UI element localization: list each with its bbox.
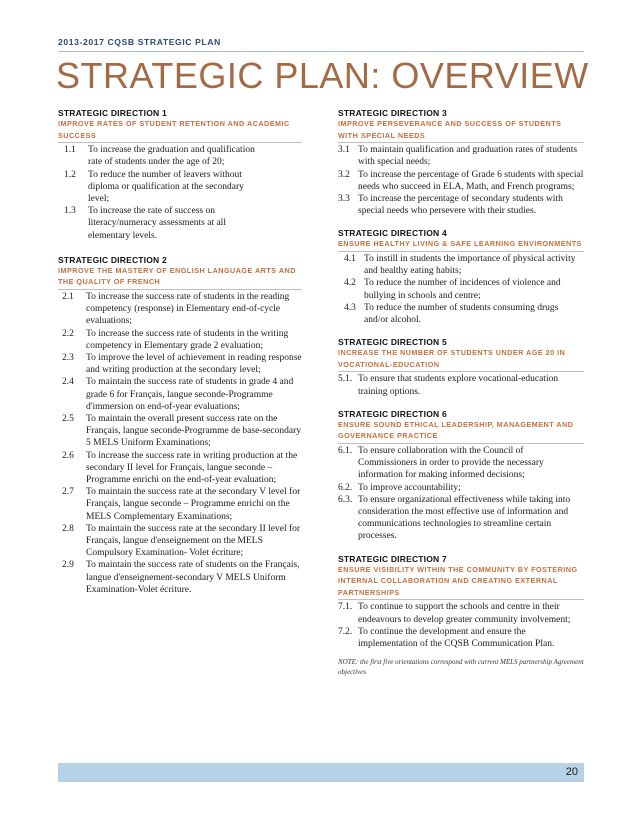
direction-6 (338, 409, 584, 543)
direction-label: STRATEGIC DIRECTION 3 (338, 108, 447, 118)
direction-subtitle: ENSURE SOUND ETHICAL LEADERSHIP, MANAGEMENT AND GOVERNANCE PRACTICE (338, 419, 584, 444)
list-item: 2.6 To increase the success rate in writing production at the secondary II level for Français, langue seconde – Programme enrichi on the end-of-year evaluation; (62, 450, 298, 486)
left-column (58, 108, 302, 607)
list-item: 3.1 To maintain qualification and graduation rates of students with special needs; (338, 145, 578, 168)
direction-label: STRATEGIC DIRECTION 7 (338, 553, 447, 564)
direction-label: STRATEGIC DIRECTION 2 (58, 254, 167, 265)
direction-subtitle: INCREASE THE NUMBER OF STUDENTS UNDER AGE 20 IN VOCATIONAL-EDUCATION (338, 347, 584, 372)
list-item: 1.1 To increase the graduation and qualification rate of students under the age of 20; (64, 145, 255, 168)
header-rule (58, 51, 584, 52)
page-number: 20 (565, 766, 578, 778)
page-title: STRATEGIC PLAN: OVERVIEW (56, 55, 589, 96)
right-column (338, 108, 584, 678)
list-item: 2.8 To maintain the success rate at the secondary II level for Français, langue d'enseignement on the MELS Compulsory Examination- Volet écriture; (62, 523, 301, 559)
list-item: 6.2. To improve accountability; (338, 482, 461, 493)
direction-subtitle: IMPROVE PERSEVERANCE AND SUCCESS OF STUDENTS WITH SPECIAL NEEDS (338, 118, 584, 143)
list-item: 2.3 To improve the level of achievement in reading response and writing production at the secondary level; (62, 353, 302, 376)
direction-label: STRATEGIC DIRECTION 6 (338, 408, 447, 419)
list-item: 7.2. To continue the development and ensure the implementation of the CQSB Communication Plan. (338, 626, 555, 650)
direction-subtitle: ENSURE HEALTHY LIVING & SAFE LEARNING ENVIRONMENTS (338, 238, 584, 252)
footnote: NOTE: the first five orientations correspond with current MELS partnership Agreement objectives (338, 658, 584, 677)
direction-subtitle: IMPROVE THE MASTERY OF ENGLISH LANGUAGE ARTS AND THE QUALITY OF FRENCH (58, 265, 302, 290)
direction-subtitle: IMPROVE RATES OF STUDENT RETENTION AND ACADEMIC SUCCESS (58, 118, 302, 143)
list-item: 2.5 To maintain the overall present success rate on the Français, langue seconde-Programme de base-secondary 5 MELS Uniform Examinations; (62, 414, 301, 449)
running-head: 2013-2017 CQSB STRATEGIC PLAN (58, 37, 221, 47)
direction-5 (338, 337, 584, 398)
list-item: 6.1. To ensure collaboration with the Council of Commissioners in order to provide the necessary information for making informed decisions; (338, 446, 544, 481)
direction-label: STRATEGIC DIRECTION 5 (338, 337, 447, 348)
list-item: 1.3 To increase the rate of success on literacy/numeracy assessments at all elementary levels. (64, 206, 226, 241)
direction-label: STRATEGIC DIRECTION 4 (338, 228, 447, 239)
list-item: 4.1 To instill in students the importance of physical activity and healthy eating habits; (344, 254, 576, 277)
list-item: 2.4 To maintain the success rate of students in grade 4 and grade 6 for Français, langue seconde-Programme d'immersion on end-of-year evaluations; (62, 377, 294, 412)
list-item: 2.7 To maintain the success rate at the secondary V level for Français, langue seconde – Programme enrichi on the MELS Complementary Examinations; (62, 487, 301, 522)
list-item: 4.3 To reduce the number of students consuming drugs and/or alcohol. (344, 302, 559, 326)
direction-7 (338, 554, 584, 651)
footer-bar (58, 763, 584, 782)
list-item: 5.1. To ensure that students explore vocational-education training options. (338, 374, 559, 397)
list-item: 2.2 To increase the success rate of students in the writing competency in Elementary grade 2 evaluation; (62, 328, 289, 351)
list-item: 4.2 To reduce the number of incidences of violence and bullying in schools and centre; (344, 278, 561, 301)
list-item: 2.9 To maintain the success rate of students on the Français, langue d'enseignement-secondary V MELS Uniform Examination-Volet écriture. (62, 560, 300, 595)
list-item: 3.2 To increase the percentage of Grade 6 students with special needs who succeed in ELA, Math, and French programs; (338, 169, 584, 192)
direction-1 (58, 108, 302, 242)
list-item: 7.1. To continue to support the schools and centre in their endeavours to develop greater community involvement; (338, 602, 571, 625)
list-item: 6.3. To ensure organizational effectiveness while taking into consideration the most effective use of information and communications technologies to streamline certain processes. (338, 494, 571, 542)
direction-3 (338, 108, 584, 217)
direction-label: STRATEGIC DIRECTION 1 (58, 108, 167, 118)
list-item: 3.3 To increase the percentage of secondary students with special needs who persevere with their studies. (338, 194, 563, 217)
direction-2 (58, 255, 302, 596)
direction-4 (338, 228, 584, 326)
list-item: 1.2 To reduce the number of leavers without diploma or qualification at the secondary level; (64, 169, 244, 204)
direction-subtitle: ENSURE VISIBILITY WITHIN THE COMMUNITY BY FOSTERING INTERNAL COLLABORATION AND CREATING EXTERNAL PARTNERSHIPS (338, 564, 584, 601)
list-item: 2.1 To increase the success rate of students in the reading competency (response) in Elementary end-of-cycle evaluations; (62, 292, 290, 327)
